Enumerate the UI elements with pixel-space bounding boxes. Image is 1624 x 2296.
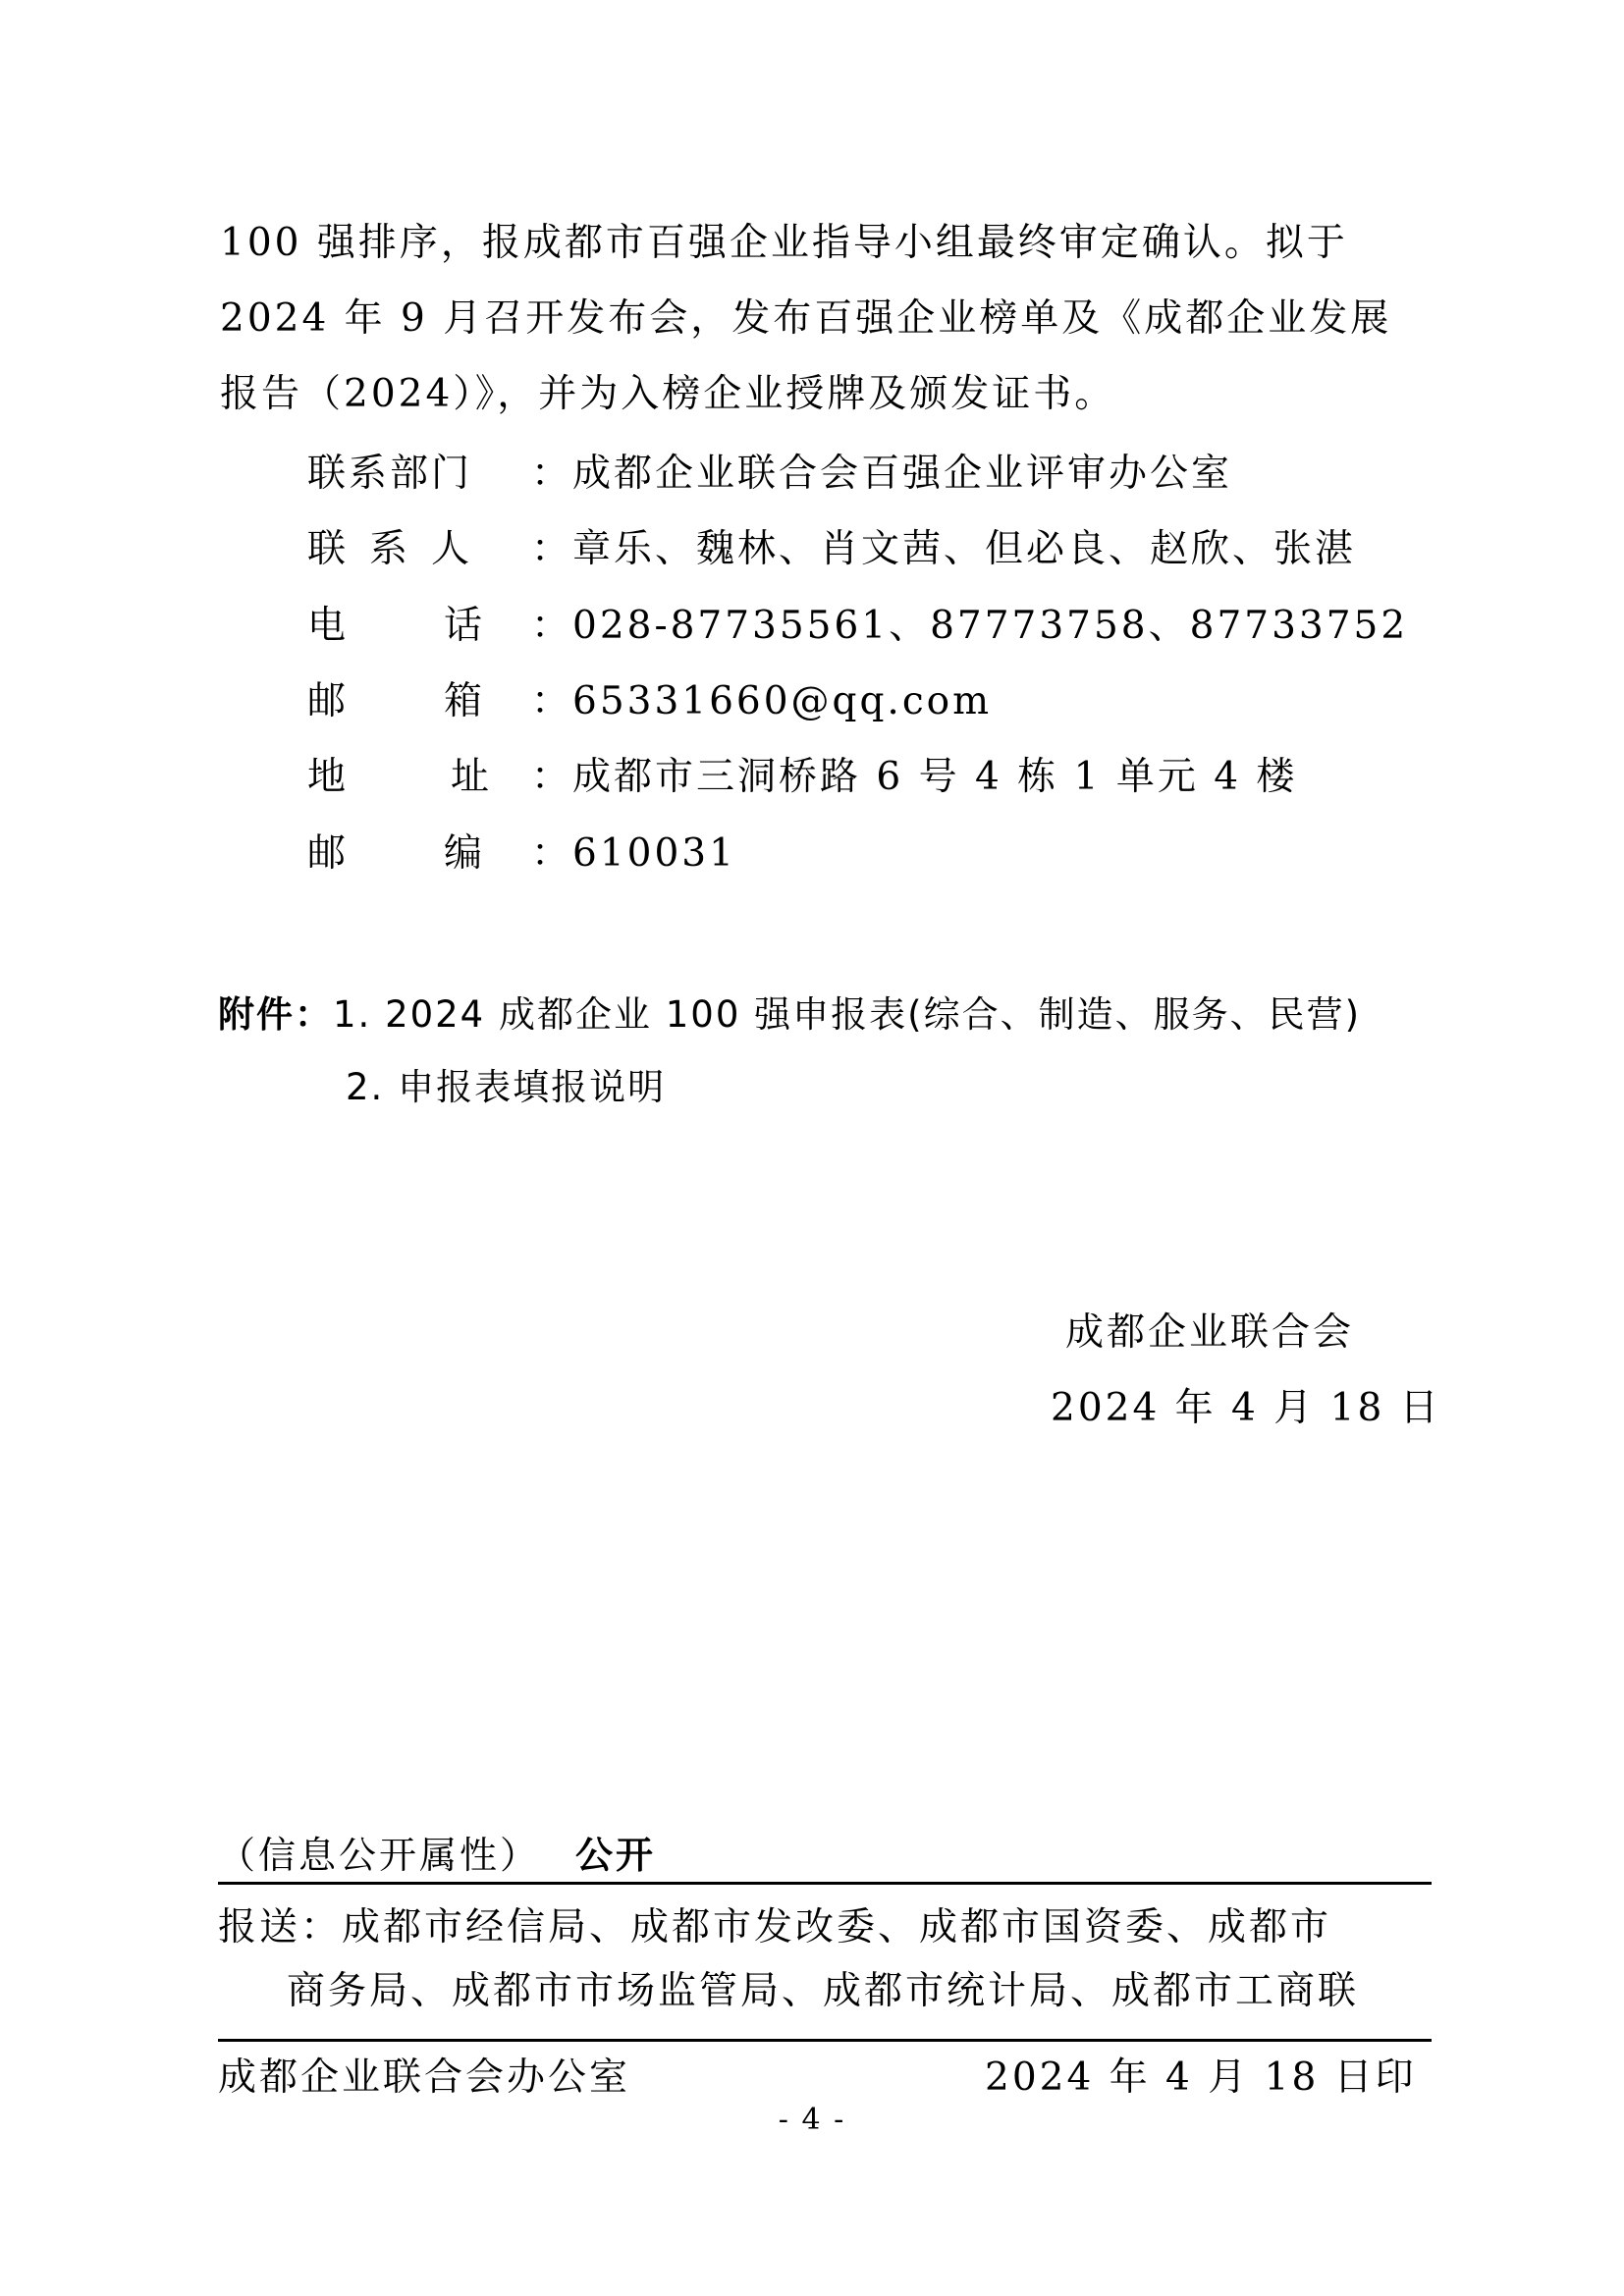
- contact-phone-label-char-2: 话: [444, 604, 483, 648]
- body-paragraph-line-2: 2024 年 9 月召开发布会，发布百强企业榜单及《成都企业发展: [220, 296, 1392, 341]
- attachment-item-2: 2. 申报表填报说明: [346, 1066, 667, 1108]
- contact-phone-label-char-1: 电: [307, 604, 347, 648]
- disclosure-label: （信息公开属性）: [218, 1834, 541, 1877]
- contact-person: [307, 526, 1356, 573]
- contact-address-value: ：成都市三洞桥路 6 号 4 栋 1 单元 4 楼: [531, 755, 1298, 799]
- contact-address-label-char-2: 址: [451, 755, 490, 799]
- cc-recipients-line-1: 成都市经信局、成都市发改委、成都市国资委、成都市: [342, 1905, 1332, 1949]
- contact-postcode: [307, 830, 736, 878]
- contact-postcode-label-char-2: 编: [444, 831, 483, 876]
- attachment-item-1: 1. 2024 成都企业 100 强申报表(综合、制造、服务、民营): [333, 993, 1361, 1036]
- signature-date: 2024 年 4 月 18 日: [1051, 1386, 1441, 1430]
- contact-email-value: ：65331660@qq.com: [531, 679, 993, 723]
- footer-top-rule: [218, 1882, 1432, 1885]
- print-date: 2024 年 4 月 18 日印: [985, 2056, 1417, 2100]
- contact-address-label: [307, 754, 531, 801]
- cc-recipients-line-2: 商务局、成都市市场监管局、成都市统计局、成都市工商联: [287, 1969, 1360, 2013]
- contact-department-value: ：成都企业联合会百强企业评审办公室: [531, 452, 1233, 496]
- disclosure-value: 公开: [575, 1834, 657, 1877]
- signature-org: 成都企业联合会: [1065, 1310, 1355, 1355]
- attachments-line-1: [218, 991, 1361, 1039]
- contact-phone: [307, 603, 1408, 650]
- contact-department-label: 联系部门: [307, 452, 473, 496]
- cc-line-1: [218, 1904, 1331, 1951]
- contact-person-value: ：章乐、魏林、肖文茜、但必良、赵欣、张湛: [531, 527, 1357, 571]
- contact-address-label-char-1: 地: [307, 755, 347, 799]
- contact-email-label-char-2: 箱: [444, 679, 483, 723]
- contact-address: [307, 754, 1297, 801]
- contact-email-label: [307, 678, 531, 725]
- body-paragraph-line-1: 100 强排序，报成都市百强企业指导小组最终审定确认。拟于: [220, 221, 1348, 265]
- disclosure-attribute: [218, 1832, 656, 1879]
- cc-label: 报送：: [218, 1905, 343, 1949]
- contact-postcode-label: [307, 830, 531, 878]
- contact-department: [307, 451, 1232, 498]
- contact-postcode-label-char-1: 邮: [307, 831, 347, 876]
- body-paragraph-line-3: 报告（2024）》，并为入榜企业授牌及颁发证书。: [220, 372, 1116, 416]
- contact-email-label-char-1: 邮: [307, 679, 347, 723]
- attachments-label: 附件：: [218, 993, 333, 1036]
- footer-bottom-rule: [218, 2039, 1432, 2042]
- page-number: - 4 -: [778, 2103, 846, 2137]
- contact-phone-label: [307, 603, 531, 650]
- contact-phone-value: ：028-87735561、87773758、87733752: [531, 604, 1409, 648]
- contact-person-label: 联系人: [307, 527, 494, 571]
- contact-postcode-value: ：610031: [531, 831, 736, 876]
- issuer: 成都企业联合会办公室: [218, 2056, 631, 2100]
- contact-email: [307, 678, 992, 725]
